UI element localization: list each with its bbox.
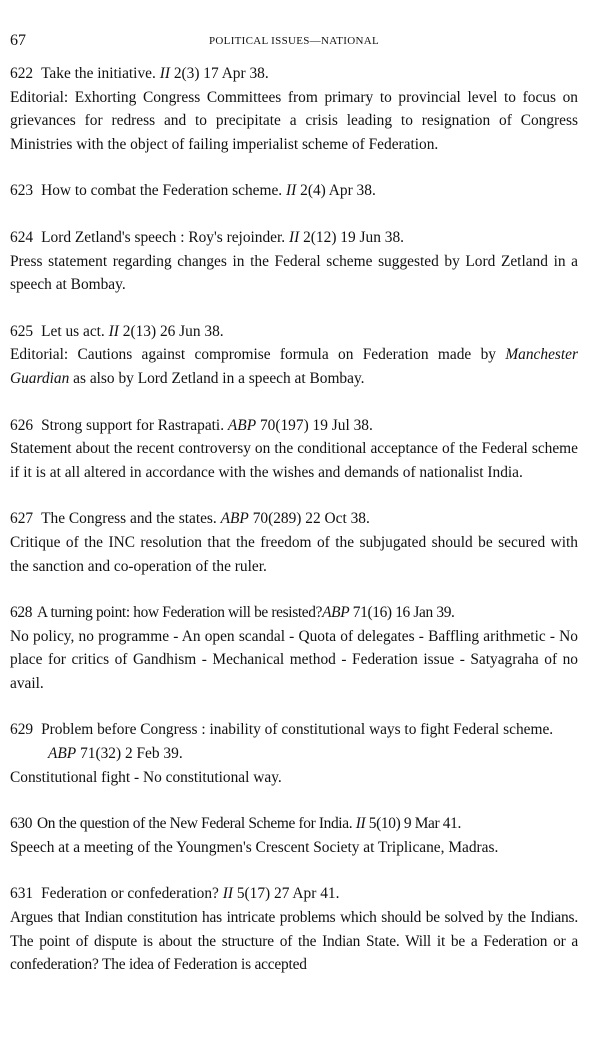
entry-title-text: On the question of the New Federal Scheme for India. [37, 815, 353, 833]
entry-623 [10, 179, 578, 203]
entry-citation: 2(4) Apr 38. [296, 182, 376, 200]
page-header [10, 32, 578, 54]
entry-description: Press statement regarding changes in the Federal scheme suggested by Lord Zetland in a speech at Bombay. [10, 252, 578, 294]
entry-title-text: Federation or confederation? [41, 885, 219, 903]
entry-number: 631 [10, 885, 34, 903]
entry-source: II [222, 885, 233, 903]
entry-citation: 2(12) 19 Jun 38. [299, 228, 405, 246]
page-number: 67 [10, 32, 26, 49]
entry-description: Constitutional fight - No constitutional way. [10, 768, 282, 786]
entry-631 [10, 882, 578, 976]
entry-citation: 71(16) 16 Jan 39. [349, 604, 455, 622]
entry-description: Critique of the INC resolution that the freedom of the subjugated should be secured with the sanction and co-operation of the ruler. [10, 533, 578, 575]
entry-title [10, 62, 578, 86]
entry-title [10, 718, 578, 765]
entry-citation: 5(17) 27 Apr 41. [233, 885, 340, 903]
entry-citation: 5(10) 9 Mar 41. [365, 815, 461, 833]
entry-title [10, 179, 578, 203]
entry-title [10, 882, 578, 906]
description-text: as also by Lord Zetland in a speech at Bombay. [69, 369, 365, 387]
running-head: POLITICAL ISSUES—NATIONAL [209, 35, 379, 47]
entry-source: ABP [48, 745, 77, 763]
entry-source: ABP [227, 416, 257, 434]
entry-number: 627 [10, 510, 34, 528]
entry-number: 630 [10, 815, 33, 833]
entry-title-text: Let us act. [41, 322, 105, 340]
entry-description [10, 343, 578, 390]
entry-title [10, 812, 578, 836]
entry-citation: 70(197) 19 Jul 38. [256, 416, 373, 434]
entry-source: II [286, 182, 297, 200]
entry-title-text: Lord Zetland's speech : Roy's rejoinder. [41, 228, 286, 246]
entry-description: Argues that Indian constitution has intricate problems which should be solved by the Indians. The point of dispute is about the structure of the Indian State. Will it be a Federation or a confederation? The idea of Federation is accepted [10, 909, 578, 974]
entry-title [10, 226, 578, 250]
entry-title [10, 507, 578, 531]
entry-title-text: A turning point: how Federation will be resisted? [37, 604, 323, 622]
publication-name: Manchester Guardian [10, 346, 578, 387]
entry-source: ABP [220, 510, 249, 528]
entry-title-text: How to combat the Federation scheme. [41, 182, 283, 200]
entry-number: 625 [10, 322, 34, 340]
entry-title [10, 320, 578, 344]
entry-627 [10, 507, 578, 578]
entry-number: 623 [10, 182, 34, 200]
entry-description: Speech at a meeting of the Youngmen's Crescent Society at Triplicane, Madras. [10, 838, 499, 856]
entry-number: 624 [10, 228, 34, 246]
entry-title [10, 601, 578, 625]
entry-title-text: Strong support for Rastrapati. [41, 416, 225, 434]
entry-626 [10, 414, 578, 485]
entry-description: Statement about the recent controversy on the conditional acceptance of the Federal scheme if it is at all altered in accordance with the wishes and demands of nationalist India. [10, 440, 578, 481]
entry-citation: 70(289) 22 Oct 38. [248, 510, 370, 528]
entry-title-text: Problem before Congress : inability of constitutional ways to fight Federal scheme. [41, 721, 554, 739]
entry-citation: 2(13) 26 Jun 38. [118, 322, 224, 340]
entry-source: II [355, 815, 366, 833]
entry-title [10, 414, 578, 438]
description-text: Editorial: Cautions against compromise formula on Federation made by [10, 346, 506, 364]
entry-number: 628 [10, 604, 33, 622]
entry-622 [10, 62, 578, 156]
entry-629 [10, 718, 578, 789]
entry-number: 629 [10, 721, 34, 739]
entry-number: 622 [10, 65, 34, 82]
entry-630 [10, 812, 578, 859]
entry-citation: 2(3) 17 Apr 38. [169, 65, 269, 82]
entry-624 [10, 226, 578, 297]
entry-source: II [289, 228, 300, 246]
entry-number: 626 [10, 416, 34, 434]
entry-source: ABP [322, 604, 350, 622]
entry-625 [10, 320, 578, 391]
entry-description: Editorial: Exhorting Congress Committees from primary to provincial level to focus on grievances for redress and to precipitate a crisis leading to resignation of Congress Ministries with the object of failing imperialist scheme of Federation. [10, 88, 578, 153]
entry-628 [10, 601, 578, 695]
entry-description: No policy, no programme - An open scandal - Quota of delegates - Baffling arithmetic - No place for critics of Gandhism - Mechanical method - Federation issue - Satyagraha of no avail. [10, 627, 578, 692]
entry-source: II [108, 322, 119, 340]
page [10, 32, 578, 977]
entry-citation: 71(32) 2 Feb 39. [76, 745, 183, 763]
entry-title-text: The Congress and the states. [41, 510, 217, 528]
entry-source: II [159, 65, 170, 82]
entry-title-text: Take the initiative. [41, 65, 156, 82]
